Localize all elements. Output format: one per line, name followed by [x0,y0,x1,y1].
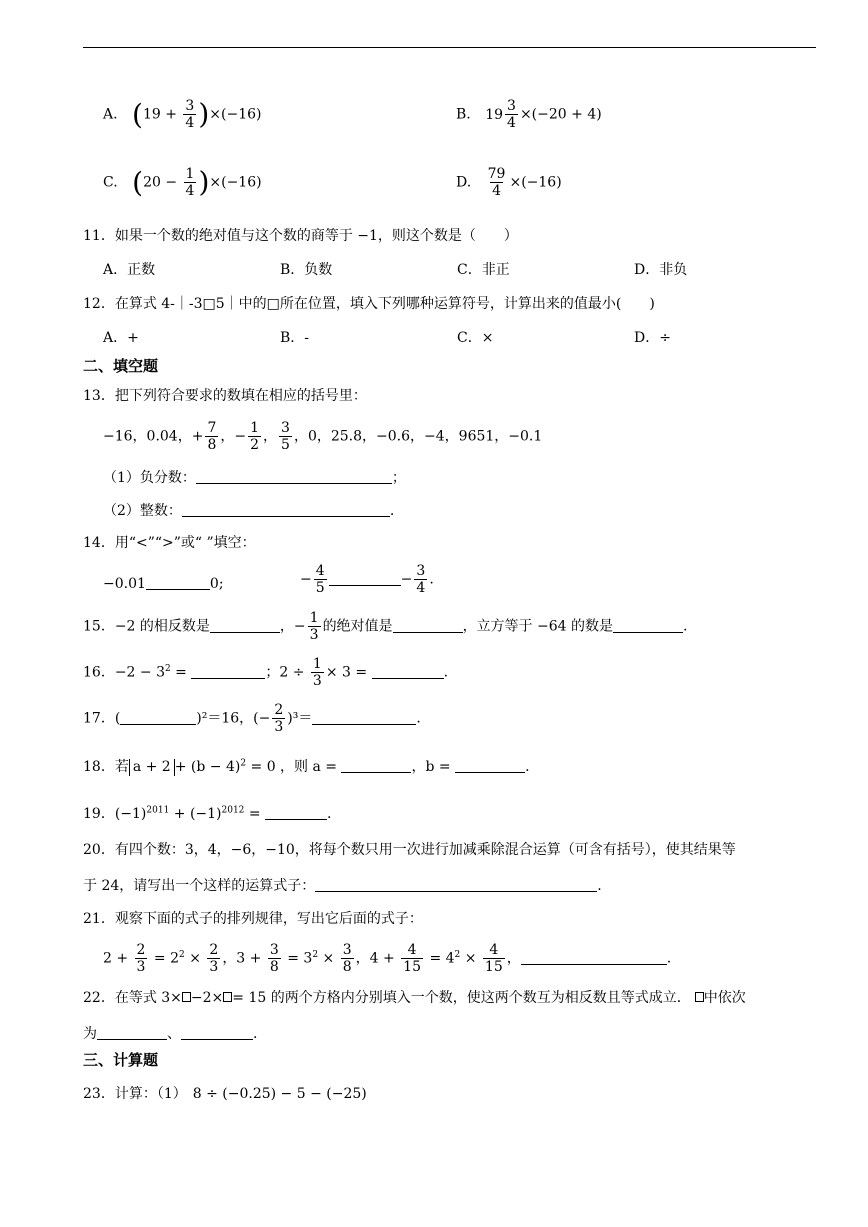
answer-blank[interactable] [210,618,280,633]
q13-number-list: −16，0.04，+ $\frac{7}{8}$ ，− $\frac{1}{2}$ ， $\frac{3}{5}$ ，0，25.8，−0.6，−4，9651，−0.1 [103,420,543,454]
square-box-icon [182,992,191,1002]
q19: 19．$(-1)^{2011} + (-1)^{2012}$ = . [83,805,332,822]
square-box-icon [223,992,232,1002]
q12-option-a: A．+ [103,330,139,346]
q11-stem: 11．如果一个数的绝对值与这个数的商等于 −1，则这个数是（ ） [83,228,518,244]
q13-part2: （2）整数： . [103,503,395,519]
q14-stem: 14．用“<”“>”或“ ”填空： [83,535,256,551]
q12-option-c: C．× [457,330,494,346]
q10-option-a: A. (19 + $\frac{3}{4}$ )×(−16) [103,97,262,132]
q10-option-d: D. $\frac{79}{4}$ ×(−16) [456,166,562,200]
q17: 17．( )²＝16，(− $\frac{2}{3}$ )³＝ . [83,702,421,736]
answer-blank[interactable] [315,877,597,892]
answer-blank[interactable] [146,575,210,590]
section-title-calculation: 三、计算题 [83,1051,159,1069]
answer-blank[interactable] [97,1025,167,1040]
q12-stem: 12．在算式 4-｜-3□5｜中的□所在位置，填入下列哪种运算符号，计算出来的值最小( ) [83,296,655,312]
q14-part1: −0.01 0; [103,576,224,592]
section-title-fill-blank: 二、填空题 [83,357,159,375]
answer-blank[interactable] [393,618,463,633]
answer-blank[interactable] [196,469,392,484]
q10-option-c: C. (20 − $\frac{1}{4}$ )×(−16) [103,165,262,200]
q11-option-d: D．非负 [634,262,688,278]
answer-blank[interactable] [372,664,444,679]
q21-stem: 21．观察下面的式子的排列规律，写出它后面的式子： [83,911,423,927]
answer-blank[interactable] [341,758,411,773]
q13-part1: （1）负分数： ； [103,470,406,486]
q16: 16．$-2 - 3^2$ = ；2 ÷ $\frac{1}{3}$ × 3 = . [83,656,449,690]
answer-blank[interactable] [120,710,196,725]
q20-line1: 20．有四个数：3，4，−6，−10，将每个数只用一次进行加减乘除混合运算（可含有括号），使其结果等 [83,842,736,858]
answer-blank[interactable] [191,664,265,679]
q12-option-b: B．- [280,330,310,346]
q10-option-b: B. 19 $\frac{3}{4}$ ×(−20 + 4) [456,98,602,132]
answer-blank[interactable] [455,758,525,773]
q22-line1: 22．在等式 3× −2× = 15 的两个方格内分别填入一个数，使这两个数互为相反数且等式成立． 中依次 [83,990,746,1006]
q21-expressions: 2 + $\frac{2}{3}$ = $2^2$ × $\frac{2}{3}$ ，3 + $\frac{3}{8}$ = $3^2$ × $\frac{3}{8}$ ，4 + $\frac{4}{15}$ = $4^2$ × $\frac{4}{15}$ ， . [103,942,672,976]
answer-blank[interactable] [181,1025,253,1040]
q20-line2: 于 24，请写出一个这样的运算式子： . [83,878,602,894]
square-box-icon [695,992,704,1002]
answer-blank[interactable] [182,502,390,517]
q22-line2: 为 、 . [83,1026,258,1042]
q13-stem: 13．把下列符合要求的数填在相应的括号里： [83,388,367,404]
header-rule [83,47,816,48]
q18: 18．若 $a + 2 + (b - 4)^2 = 0$ ，则 a = ，b = . [83,758,530,775]
q15: 15．−2 的相反数是 ，− $\frac{1}{3}$ 的绝对值是 ，立方等于 −64 的数是 . [83,610,688,644]
q12-option-d: D．÷ [634,330,671,346]
answer-blank[interactable] [265,805,327,820]
answer-blank[interactable] [613,618,683,633]
q11-option-a: A．正数 [103,262,156,278]
answer-blank[interactable] [521,950,667,965]
answer-blank[interactable] [312,710,416,725]
q23: 23．计算：（1） 8 ÷ (−0.25) − 5 − (−25) [83,1086,367,1102]
q14-part2: − $\frac{4}{5}$ − $\frac{3}{4}$ . [300,563,434,597]
answer-blank[interactable] [329,571,401,586]
q11-option-b: B．负数 [280,262,333,278]
q11-option-c: C．非正 [457,262,510,278]
